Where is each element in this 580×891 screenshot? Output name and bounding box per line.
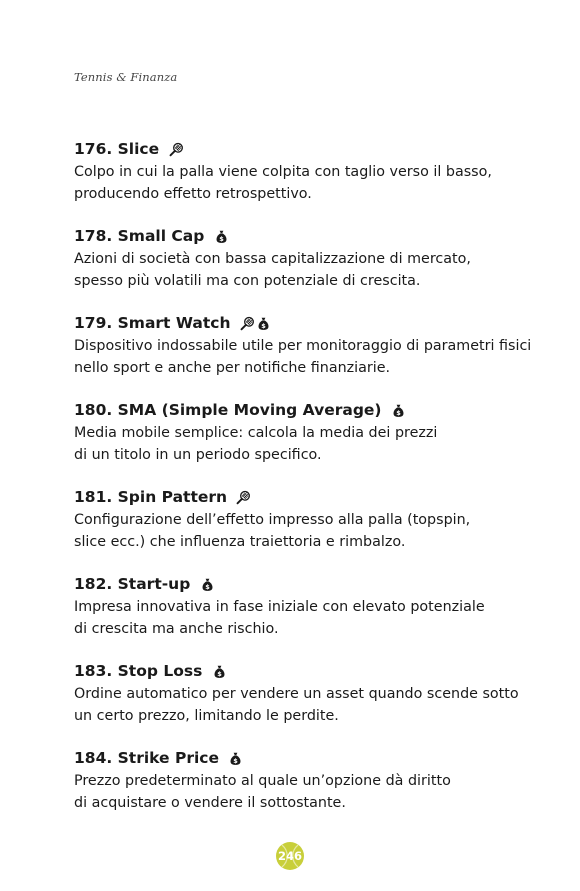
entry-title <box>74 660 544 683</box>
entry-title <box>74 138 544 161</box>
entry-title <box>74 486 544 509</box>
svg-text:$: $ <box>233 756 239 765</box>
entry-title-text: 178. Small Cap <box>74 227 205 245</box>
svg-text:$: $ <box>216 669 222 678</box>
definition-line: spesso più volatili ma con potenziale di crescita. <box>74 273 421 289</box>
glossary-entry <box>74 573 544 640</box>
definition-line: Media mobile semplice: calcola la media dei prezzi <box>74 425 438 441</box>
glossary-entry <box>74 312 544 379</box>
entry-title <box>74 573 544 596</box>
definition-line: di un titolo in un periodo specifico. <box>74 447 322 463</box>
definition-line: Configurazione dell’effetto impresso alla palla (topspin, <box>74 512 471 528</box>
glossary-entry <box>74 138 544 205</box>
entry-title <box>74 225 544 248</box>
entry-icons <box>391 399 407 422</box>
svg-text:$: $ <box>396 408 401 417</box>
money-bag-icon <box>214 227 230 245</box>
entry-title-text: 176. Slice <box>74 140 160 158</box>
entry-title-text: 179. Smart Watch <box>74 314 231 332</box>
entry-definition <box>74 509 544 553</box>
tennis-racket-icon <box>169 140 185 158</box>
money-bag-icon <box>200 575 216 593</box>
svg-text:$: $ <box>261 321 266 330</box>
page-number-badge <box>276 842 304 870</box>
entry-icons <box>169 138 185 161</box>
entry-icons <box>240 312 272 335</box>
entry-definition <box>74 335 544 379</box>
entry-icons <box>236 486 252 509</box>
tennis-racket-icon <box>240 314 256 332</box>
entry-definition <box>74 422 544 466</box>
svg-text:$: $ <box>204 582 210 591</box>
entry-icons <box>214 225 230 248</box>
entry-definition <box>74 161 544 205</box>
glossary-entry <box>74 225 544 292</box>
entry-icons <box>212 660 228 683</box>
svg-text:$: $ <box>219 234 224 243</box>
definition-line: un certo prezzo, limitando le perdite. <box>74 708 339 724</box>
tennis-racket-icon <box>236 488 252 506</box>
glossary-entry <box>74 747 544 814</box>
glossary-entry <box>74 486 544 553</box>
entry-title-text: 184. Strike Price <box>74 749 219 767</box>
entry-definition <box>74 596 544 640</box>
glossary-entries <box>74 138 544 834</box>
money-bag-icon <box>212 662 228 680</box>
money-bag-icon <box>228 749 244 767</box>
entry-title-text: 183. Stop Loss <box>74 662 203 680</box>
definition-line: slice ecc.) che influenza traiettoria e rimbalzo. <box>74 534 406 550</box>
glossary-entry <box>74 399 544 466</box>
entry-title-text: 182. Start-up <box>74 575 191 593</box>
definition-line: di crescita ma anche rischio. <box>74 621 279 637</box>
entry-title-text: 180. SMA (Simple Moving Average) <box>74 401 382 419</box>
definition-line: Impresa innovativa in fase iniziale con elevato potenziale <box>74 599 485 615</box>
definition-line: Ordine automatico per vendere un asset quando scende sotto <box>74 686 519 702</box>
entry-definition <box>74 683 544 727</box>
glossary-entry <box>74 660 544 727</box>
entry-icons <box>200 573 216 596</box>
definition-line: nello sport e anche per notifiche finanziarie. <box>74 360 391 376</box>
definition-line: Azioni di società con bassa capitalizzazione di mercato, <box>74 251 471 267</box>
entry-title <box>74 399 544 422</box>
entry-definition <box>74 248 544 292</box>
definition-line: di acquistare o vendere il sottostante. <box>74 795 346 811</box>
entry-definition <box>74 770 544 814</box>
money-bag-icon <box>256 314 272 332</box>
definition-line: Prezzo predeterminato al quale un’opzione dà diritto <box>74 773 451 789</box>
running-head: Tennis & Finanza <box>74 70 178 84</box>
page-number: 246 <box>277 849 302 863</box>
entry-icons <box>228 747 244 770</box>
entry-title-text: 181. Spin Pattern <box>74 488 228 506</box>
definition-line: Dispositivo indossabile utile per monitoraggio di parametri fisici <box>74 338 532 354</box>
definition-line: Colpo in cui la palla viene colpita con taglio verso il basso, <box>74 164 492 180</box>
definition-line: producendo effetto retrospettivo. <box>74 186 312 202</box>
money-bag-icon <box>391 401 407 419</box>
entry-title <box>74 747 544 770</box>
entry-title <box>74 312 544 335</box>
